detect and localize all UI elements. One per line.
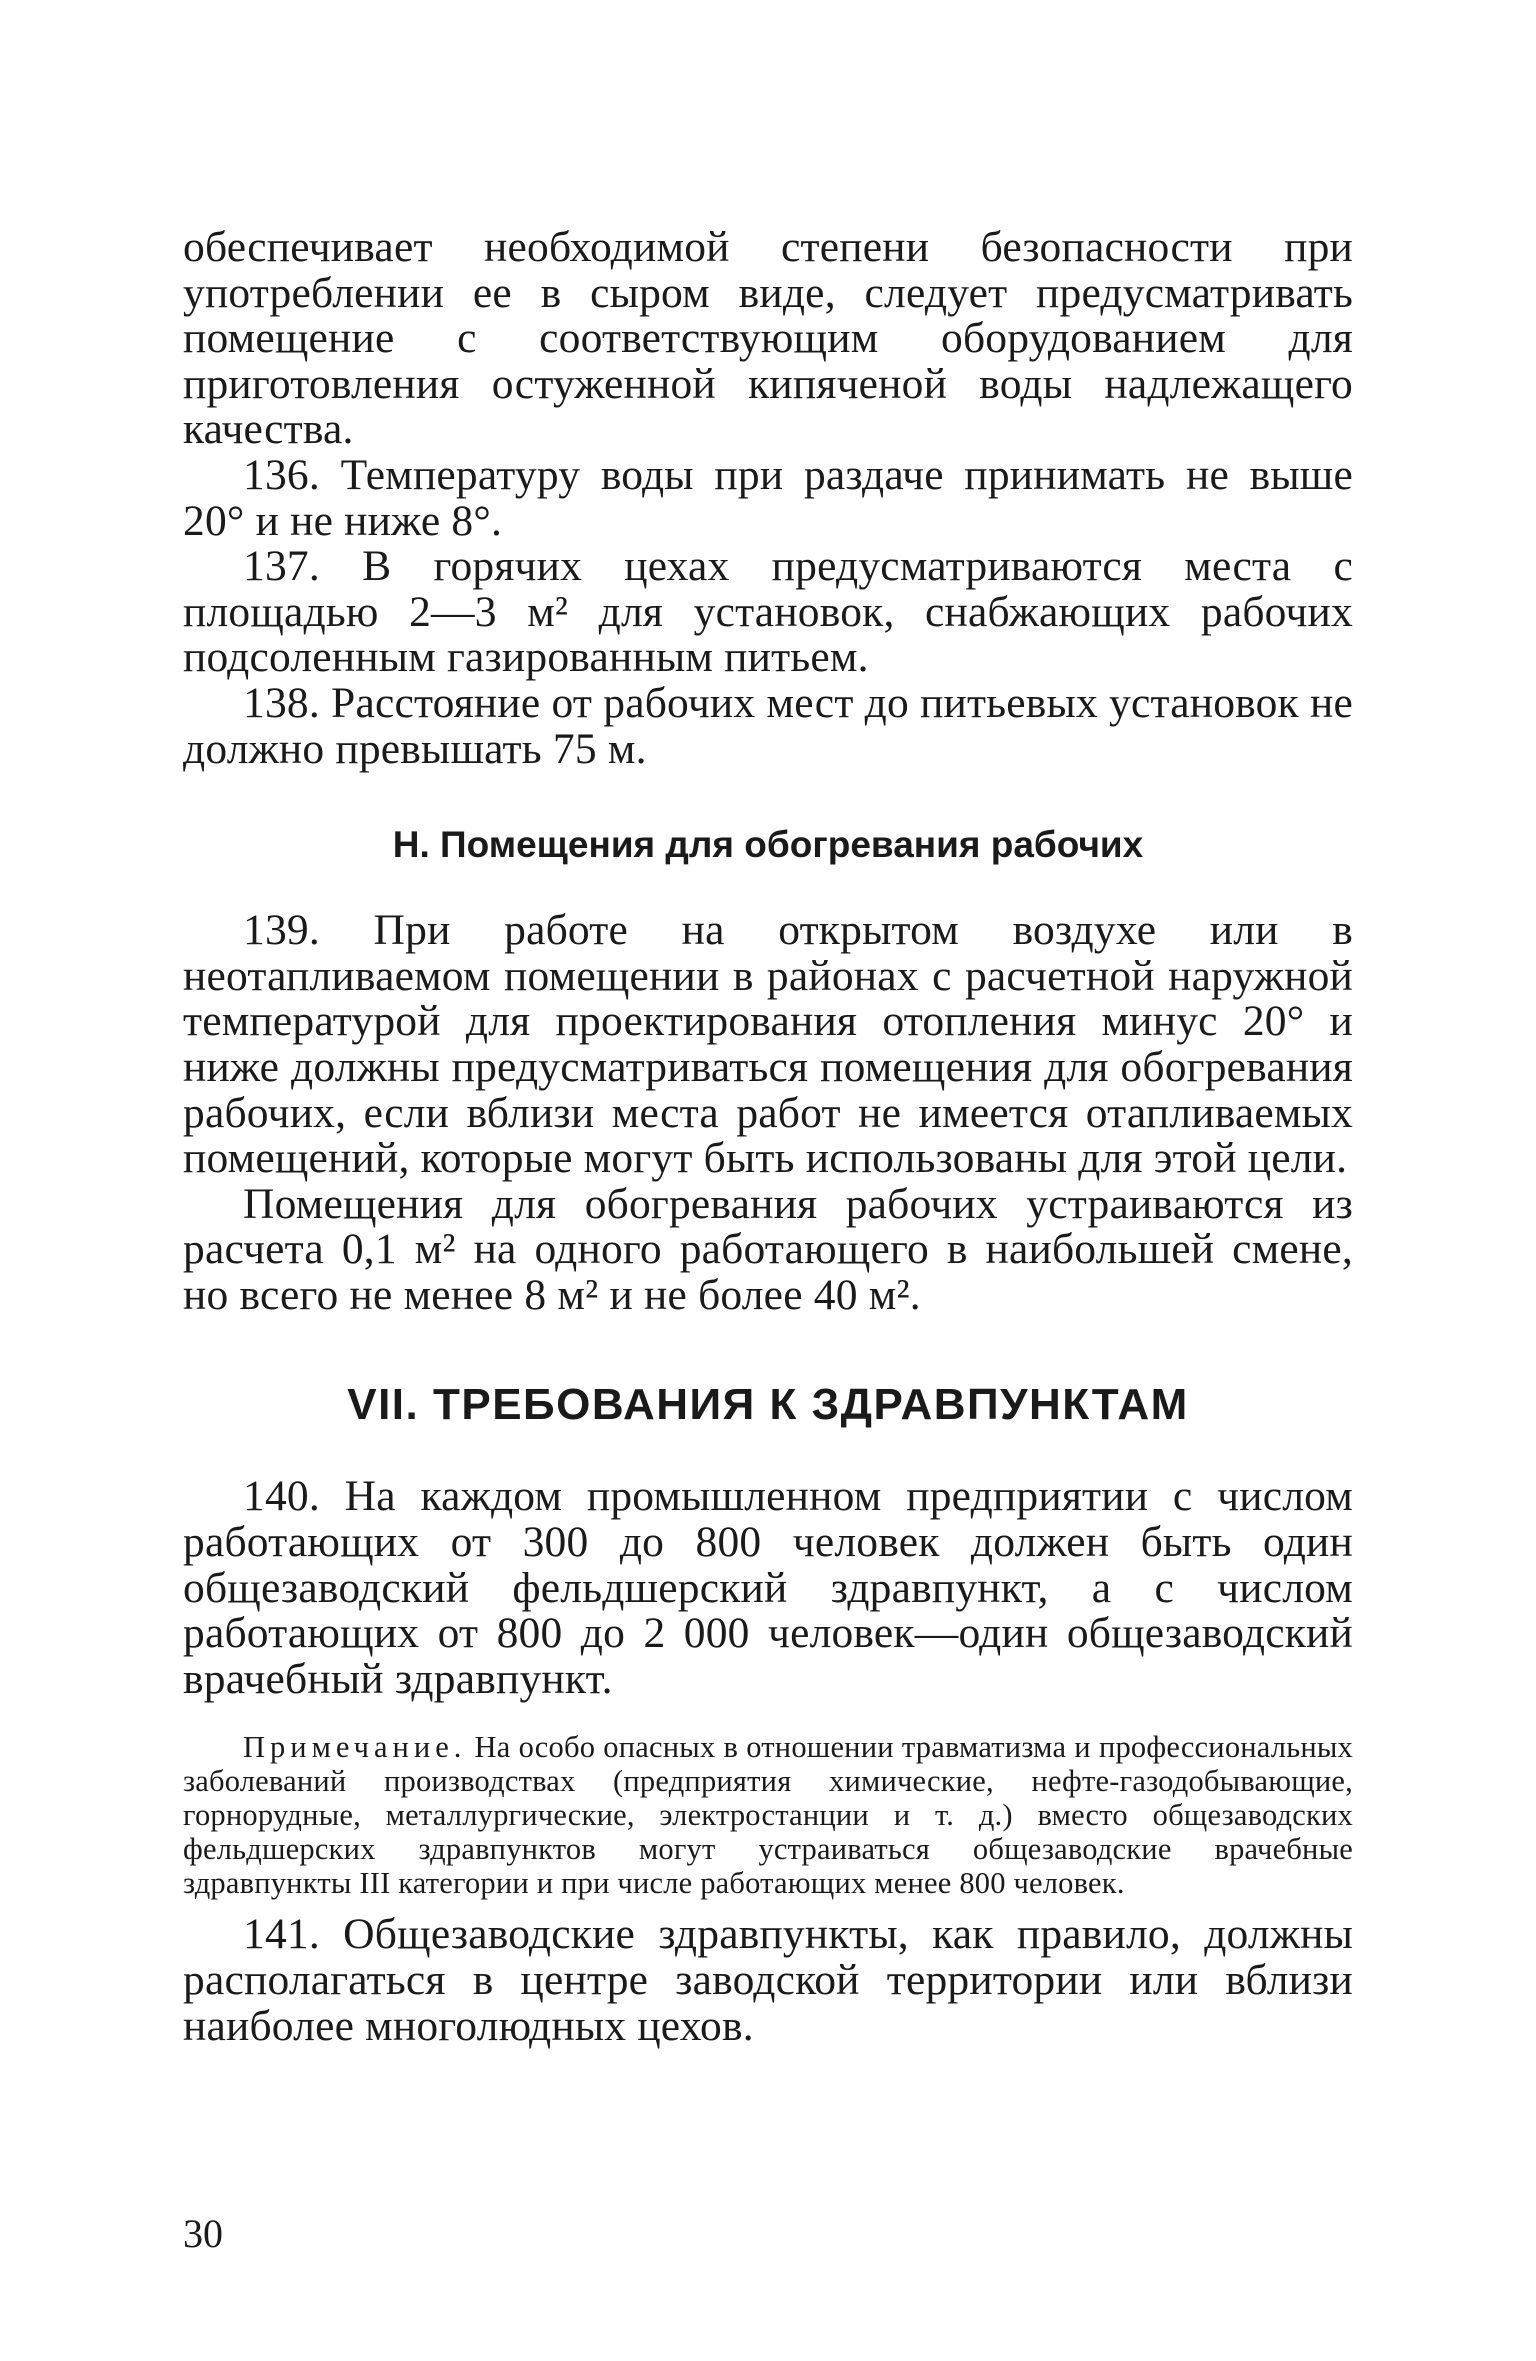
section-h-heading: Н. Помещения для обогревания рабочих xyxy=(392,824,1144,866)
paragraph-139: 139. При работе на открытом воздухе или в неотапливаемом помещении в районах с расчетной наружной температурой для проектирования отопления минус 20° и ниже должны предусматриваться помещения для обогревания рабочих, если вблизи места работ не имеется отапливаемых помещений, которые могут быть использованы для этой цели. xyxy=(183,906,1353,1183)
page-body xyxy=(183,225,1353,2049)
paragraph-continuation: обеспечивает необходимой степени безопасности при употреблении ее в сыром виде, следует предусматривать помещение с соответствующим оборудованием для приготовления остуженной кипяченой воды надлежащего качества. xyxy=(183,223,1353,454)
paragraph-136: 136. Температуру воды при раздаче принимать не выше 20° и не ниже 8°. xyxy=(183,450,1353,545)
paragraph-138: 138. Расстояние от рабочих мест до питьевых установок не должно превышать 75 м. xyxy=(183,678,1353,773)
paragraph-137: 137. В горячих цехах предусматриваются места с площадью 2—3 м² для установок, снабжающих рабочих подсоленным газированным питьем. xyxy=(183,542,1353,682)
paragraph-139-continuation: Помещения для обогревания рабочих устраиваются из расчета 0,1 м² на одного работающего в наибольшей смене, но всего не менее 8 м² и не более 40 м². xyxy=(183,1179,1353,1319)
note-label: Примечание. xyxy=(243,1730,467,1765)
page-number: 30 xyxy=(183,2211,223,2256)
note-block xyxy=(183,1730,1353,1900)
paragraph-140: 140. На каждом промышленном предприятии с числом работающих от 300 до 800 человек должен быть один общезаводский фельдшерский здравпункт, а с числом работающих от 800 до 2 000 человек—один общезаводский врачебный здравпункт. xyxy=(183,1472,1353,1703)
chapter-heading: VII. ТРЕБОВАНИЯ К ЗДРАВПУНКТАМ xyxy=(347,1380,1189,1430)
note-text: На особо опасных в отношении травматизма и профессиональных заболеваний производствах (предприятия химические, нефте-газодобывающие, горнорудные, металлургические, электростанции и т. д.) вместо общезаводских фельдшерских здравпунктов могут устраиваться общезаводские врачебные здравпункты III категории и при числе работающих менее 800 человек. xyxy=(183,1730,1353,1901)
paragraph-141: 141. Общезаводские здравпункты, как правило, должны располагаться в центре заводской территории или вблизи наиболее многолюдных цехов. xyxy=(183,1910,1353,2050)
